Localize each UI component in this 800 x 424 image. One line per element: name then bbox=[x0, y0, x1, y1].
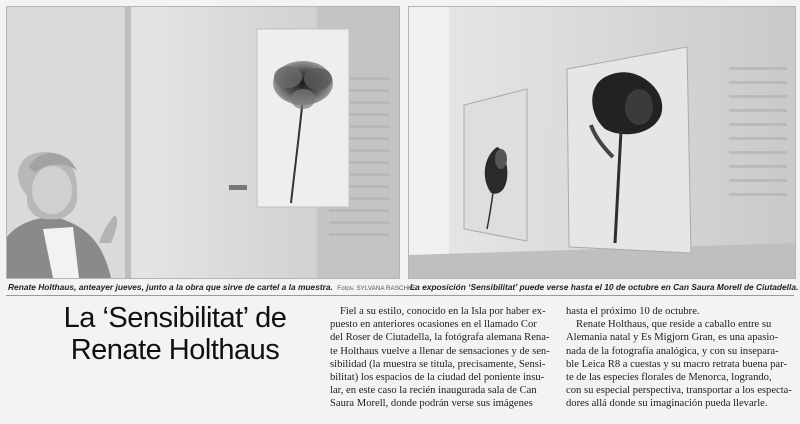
caption-left-photo bbox=[8, 282, 417, 292]
col1-line: Fiel a su estilo, conocido en la Isla por haber ex- bbox=[340, 306, 546, 317]
photo-artist-with-poster bbox=[6, 6, 400, 279]
caption-right-text: La exposición ‘Sensibilitat’ puede verse hasta el 10 de octubre en Can Saura Morell de Ciutadella. bbox=[410, 282, 799, 292]
col1-line: lar, en este caso la recién inaugurada sala de Can bbox=[330, 385, 537, 397]
photo-credit: Fotos: SYLVANA RASCHKE bbox=[337, 285, 417, 292]
col1-line: puesto en anteriores ocasiones en el llamado Cor bbox=[330, 319, 537, 331]
photo-exhibition-image bbox=[409, 7, 795, 278]
photo-artist-image bbox=[7, 7, 399, 278]
caption-right-photo bbox=[410, 282, 799, 292]
col2-line: te de las especies florales de Menorca, logrando, bbox=[566, 372, 772, 384]
col1-line: te Holthaus vuelve a llenar de sensaciones y de sen- bbox=[330, 345, 550, 357]
headline-line-1: La ‘Sensibilitat’ de bbox=[63, 302, 287, 334]
article-column-2 bbox=[566, 305, 792, 411]
col2-line: Alemania natal y Es Migjorn Gran, es una apasio- bbox=[566, 332, 779, 344]
article-column-1 bbox=[330, 305, 552, 411]
col1-line: del Roser de Ciutadella, la fotógrafa alemana Rena- bbox=[330, 332, 550, 344]
col1-line: sibilidad (la muestra se titula, precisamente, Sensi- bbox=[330, 358, 546, 370]
photo-exhibition-room bbox=[408, 6, 796, 279]
headline-line-2: Renate Holthaus bbox=[70, 334, 280, 366]
col2-line: dores allá donde su imaginación pueda llevarle. bbox=[566, 398, 768, 410]
divider-rule bbox=[6, 295, 794, 296]
col1-line: bilitat) los espacios de la ciudad del poniente insu- bbox=[330, 372, 545, 384]
caption-left-text: Renate Holthaus, anteayer jueves, junto a la obra que sirve de cartel a la muestra. bbox=[8, 282, 333, 292]
col2-line: nada de la fotografía analógica, y con su insepara- bbox=[566, 345, 779, 357]
col2-line: ble Leica R8 a cuestas y su macro retrata buena par- bbox=[566, 358, 787, 370]
col1-line: Saura Morell, donde podrán verse sus imágenes bbox=[330, 398, 533, 410]
col2-line: Renate Holthaus, que reside a caballo entre su bbox=[576, 319, 772, 331]
article-headline bbox=[30, 302, 320, 366]
col2-line: con su especial perspectiva, transportar a los especta- bbox=[566, 385, 792, 397]
col2-line: hasta el próximo 10 de octubre. bbox=[566, 306, 700, 317]
